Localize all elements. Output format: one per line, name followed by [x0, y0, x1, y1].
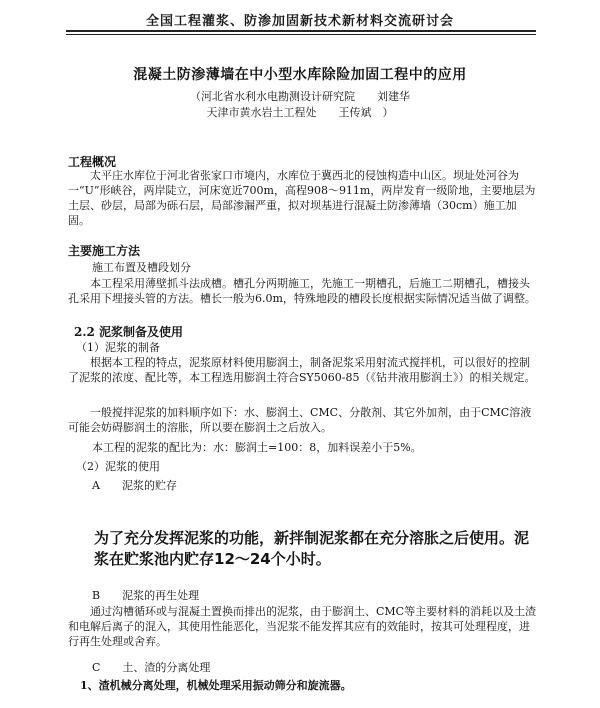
- layout-heading: 施工布置及槽段划分: [92, 261, 191, 274]
- affiliation-line-2: 天津市黄水岩土工程处 王传斌 ）: [206, 106, 394, 119]
- regen-heading: B 泥浆的再生处理: [92, 589, 200, 602]
- overview-heading: 工程概况: [68, 155, 117, 169]
- slurry-prep-heading: （1）泥浆的制备: [76, 341, 160, 354]
- slurry-use-heading: （2）泥浆的使用: [76, 460, 160, 473]
- methods-heading: 主要施工方法: [68, 244, 141, 258]
- header-rule-thick: [66, 30, 536, 32]
- conference-header: 全国工程灌浆、防渗加固新技术新材料交流研讨会: [145, 14, 454, 29]
- regen-paragraph: 通过沟槽循环或与混凝土置换而排出的泥浆，由于膨润土、CMC等主要材料的消耗以及土渣和电解后离子的混入，其使用性能恶化，当泥浆不能发挥其应有的效能时，按其可处理程度，进行再生处理或舍弃。: [68, 605, 537, 648]
- paper-title: 混凝土防渗薄墙在中小型水库除险加固工程中的应用: [133, 67, 467, 83]
- header-rule-thin: [66, 34, 536, 35]
- ratio-line: 本工程的泥浆的配比为：水：膨润土=100：8，加料误差小于5%。: [92, 441, 422, 454]
- slurry-prep-paragraph: 根据本工程的特点，泥浆原材料使用膨润土，制备泥浆采用射流式搅拌机，可以很好的控制了泥浆的浓度、配比等，本工程选用膨润土符合SY5060-85（《钻井液用膨润土》）的相关规定。: [68, 356, 536, 384]
- slurry-heading: 2.2 泥浆制备及使用: [74, 325, 184, 339]
- layout-paragraph: 本工程采用薄壁抓斗法成槽。槽孔分两期施工，先施工一期槽孔，后施工二期槽孔，槽接头孔采用下埋接头管的方法。槽长一般为6.0m，特殊地段的槽段长度根据实际情况适当做了调整。: [68, 277, 536, 305]
- affiliation-line-1: （河北省水利水电勘测设计研究院 刘建华: [190, 90, 410, 103]
- separation-line: 1、渣机械分离处理，机械处理采用振动筛分和旋流器。: [80, 679, 352, 692]
- overview-paragraph: 太平庄水库位于河北省张家口市境内，水库位于冀西北的侵蚀构造中山区。坝址处河谷为一“U”形峡谷，两岸陡立，河床宽近700m，高程908～911m，两岸发育一级阶地，主要地层为土层、砂层，局部为砾石层，局部渗漏严重，拟对坝基进行混凝土防渗薄墙（30cm）施工加固。: [68, 169, 536, 227]
- separation-heading: C 土、渣的分离处理: [92, 661, 211, 674]
- storage-heading: A 泥浆的贮存: [92, 479, 177, 492]
- mixing-paragraph: 一般搅拌泥浆的加料顺序如下：水、膨润土、CMC、分散剂、其它外加剂，由于CMC溶液可能会妨碍膨润土的溶胀，所以要在膨润土之后放入。: [68, 406, 532, 434]
- storage-paragraph: 为了充分发挥泥浆的功能，新拌制泥浆都在充分溶胀之后使用。泥浆在贮浆池内贮存12～24个小时。: [94, 529, 530, 568]
